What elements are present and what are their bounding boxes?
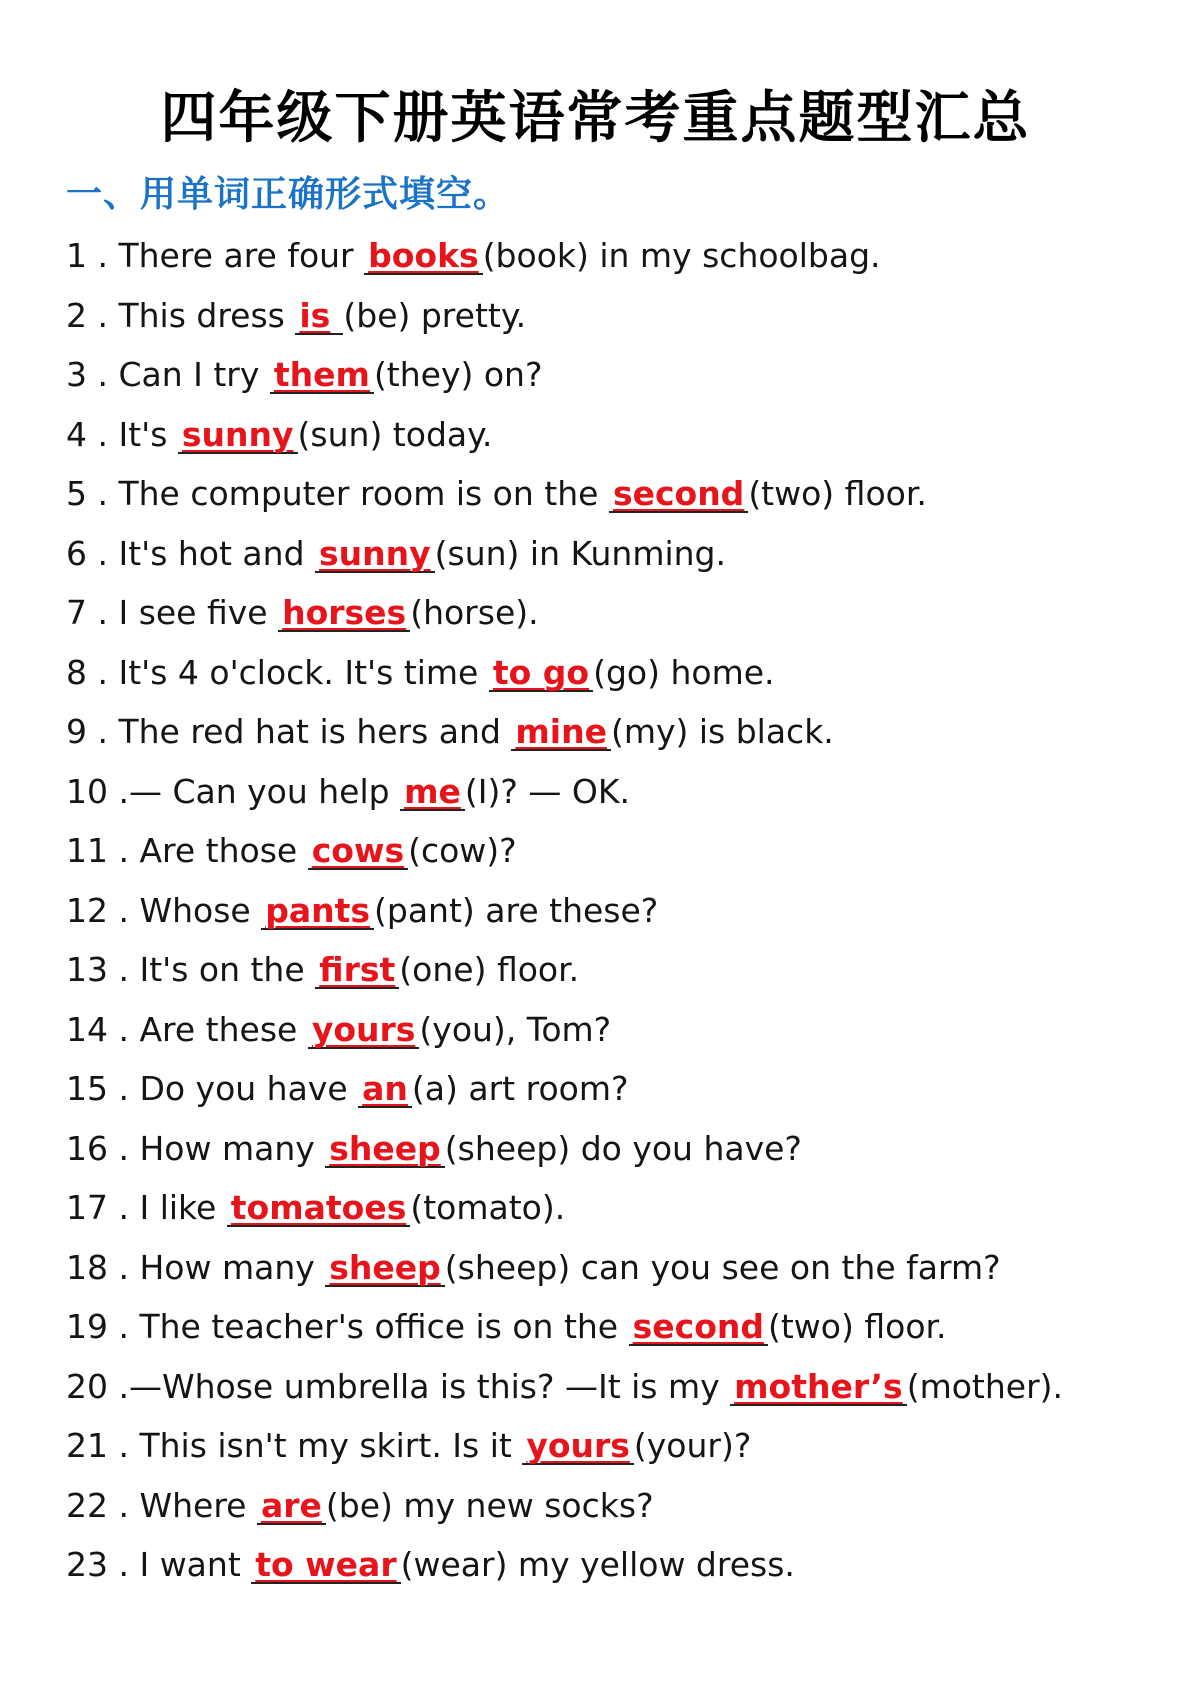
answer-text: is — [299, 295, 331, 335]
item-number: 23 . — [66, 1545, 140, 1584]
exercise-item — [66, 236, 1166, 296]
item-text-after: (cow)? — [408, 831, 517, 870]
item-text-after: (sheep) can you see on the farm? — [444, 1247, 1001, 1287]
item-number: 12 . — [66, 890, 140, 930]
answer-blank — [364, 236, 483, 275]
item-number: 17 . — [66, 1188, 140, 1227]
answer-text: are — [260, 1485, 322, 1525]
exercise-item — [66, 534, 1166, 594]
item-text-after: (sun) today. — [297, 414, 493, 454]
item-text-before: How many — [139, 1247, 326, 1287]
item-text-after: (sheep) do you have? — [444, 1128, 802, 1168]
exercise-item — [66, 415, 1166, 475]
answer-text: second — [632, 1307, 764, 1346]
item-number: 16 . — [66, 1128, 140, 1168]
exercise-item — [66, 653, 1166, 713]
item-text-before: How many — [139, 1128, 326, 1168]
item-text-after: (wear) my yellow dress. — [400, 1545, 795, 1584]
item-text-before: This dress — [118, 295, 296, 335]
exercise-item — [66, 712, 1166, 772]
answer-text: tomatoes — [230, 1188, 407, 1227]
answer-text: to go — [492, 652, 590, 692]
section-heading: 一、用单词正确形式填空。 — [66, 174, 511, 215]
answer-blank — [609, 474, 748, 513]
answer-blank — [178, 414, 298, 454]
answer-blank — [325, 1128, 445, 1168]
answer-blank — [511, 712, 611, 751]
exercise-item — [66, 1367, 1166, 1427]
answer-blank — [400, 771, 465, 811]
item-text-after: (my) is black. — [610, 712, 834, 751]
exercise-item — [66, 1486, 1166, 1546]
exercise-item — [66, 831, 1166, 891]
item-number: 3 . — [66, 355, 119, 394]
answer-text: to wear — [255, 1545, 397, 1584]
item-text-after: (you), Tom? — [419, 1009, 612, 1049]
answer-text: sunny — [181, 414, 294, 454]
answer-blank — [522, 1426, 634, 1465]
exercise-item — [66, 1307, 1166, 1367]
answer-blank — [325, 1247, 445, 1287]
item-number: 11 . — [66, 831, 140, 870]
item-number: 5 . — [66, 474, 119, 513]
item-text-before: —Whose umbrella is this? —It is my — [128, 1366, 731, 1406]
answer-blank — [308, 831, 408, 870]
item-text-before: Where — [139, 1485, 257, 1525]
answer-text: horses — [282, 593, 407, 632]
answer-text: sheep — [329, 1247, 441, 1287]
exercise-list — [66, 236, 1166, 1605]
item-text-after: (be) my new socks? — [325, 1485, 654, 1525]
answer-blank — [295, 295, 343, 335]
exercise-item — [66, 355, 1166, 415]
answer-blank — [315, 533, 435, 573]
item-text-before: There are four — [118, 236, 365, 275]
answer-text: sheep — [329, 1128, 441, 1168]
item-text-before: I want — [139, 1545, 252, 1584]
item-text-before: It's hot and — [118, 533, 316, 573]
item-text-after: (mother). — [906, 1366, 1064, 1406]
item-text-after: (pant) are these? — [374, 890, 659, 930]
exercise-item — [66, 296, 1166, 356]
item-number: 21 . — [66, 1426, 140, 1465]
item-text-before: Do you have — [139, 1069, 359, 1108]
item-text-after: (go) home. — [593, 652, 775, 692]
answer-blank — [278, 593, 410, 632]
item-number: 1 . — [66, 236, 119, 275]
answer-text: sunny — [319, 533, 431, 573]
answer-text: books — [368, 236, 479, 275]
exercise-item — [66, 474, 1166, 534]
answer-text: pants — [265, 890, 371, 930]
item-text-before: Can I try — [118, 355, 270, 394]
answer-blank — [257, 1485, 326, 1525]
item-text-after: (I)? — OK. — [464, 771, 630, 811]
answer-blank — [358, 1069, 412, 1108]
answer-text: cows — [311, 831, 405, 870]
item-text-after: (two) floor. — [767, 1307, 947, 1346]
answer-blank — [227, 1188, 411, 1227]
item-text-after: (a) art room? — [411, 1069, 629, 1108]
exercise-item — [66, 1010, 1166, 1070]
exercise-item — [66, 593, 1166, 653]
item-text-after: (one) floor. — [399, 950, 580, 989]
answer-text: me — [404, 771, 461, 811]
exercise-item — [66, 772, 1166, 832]
answer-blank — [270, 355, 374, 394]
item-number: 2 . — [66, 295, 119, 335]
exercise-item — [66, 950, 1166, 1010]
page-title: 四年级下册英语常考重点题型汇总 — [160, 86, 1031, 151]
answer-blank — [730, 1366, 907, 1406]
answer-text: yours — [311, 1009, 416, 1049]
answer-blank — [308, 1009, 420, 1049]
exercise-item — [66, 1545, 1166, 1605]
item-text-after: (sun) in Kunming. — [434, 533, 726, 573]
answer-blank — [489, 652, 593, 692]
answer-text: second — [612, 474, 745, 513]
answer-blank — [315, 950, 399, 989]
answer-text: them — [273, 355, 370, 394]
item-text-before: Are these — [139, 1009, 308, 1049]
answer-blank — [629, 1307, 768, 1346]
item-text-before: It's on the — [139, 950, 316, 989]
item-text-before: Are those — [139, 831, 308, 870]
item-number: 4 . — [66, 414, 119, 454]
answer-blank — [261, 890, 374, 930]
item-text-before: Whose — [139, 890, 262, 930]
item-text-after: (be) pretty. — [343, 295, 527, 335]
item-text-before: It's — [118, 414, 178, 454]
answer-blank — [251, 1545, 400, 1584]
item-number: 7 . — [66, 593, 119, 632]
item-text-after: (they) on? — [373, 355, 543, 394]
answer-text: an — [362, 1069, 408, 1108]
item-number: 20 . — [66, 1366, 129, 1406]
exercise-item — [66, 1069, 1166, 1129]
item-text-before: The teacher's office is on the — [139, 1307, 629, 1346]
item-number: 6 . — [66, 533, 119, 573]
item-number: 22 . — [66, 1485, 140, 1525]
item-number: 8 . — [66, 652, 119, 692]
item-number: 13 . — [66, 950, 140, 989]
item-text-before: — Can you help — [128, 771, 401, 811]
exercise-item — [66, 891, 1166, 951]
item-text-before: I see five — [118, 593, 279, 632]
item-number: 19 . — [66, 1307, 140, 1346]
item-number: 14 . — [66, 1009, 140, 1049]
exercise-item — [66, 1426, 1166, 1486]
exercise-item — [66, 1129, 1166, 1189]
item-number: 10 . — [66, 771, 129, 811]
answer-text: mother’s — [734, 1366, 903, 1406]
item-text-after: (horse). — [410, 593, 539, 632]
item-text-after: (two) floor. — [748, 474, 927, 513]
item-text-before: I like — [139, 1188, 227, 1227]
answer-text: mine — [515, 712, 607, 751]
item-text-after: (book) in my schoolbag. — [482, 236, 881, 275]
item-text-before: The computer room is on the — [118, 474, 609, 513]
item-number: 18 . — [66, 1247, 140, 1287]
item-text-after: (your)? — [633, 1426, 752, 1465]
exercise-item — [66, 1248, 1166, 1308]
item-text-before: It's 4 o'clock. It's time — [118, 652, 489, 692]
item-text-after: (tomato). — [410, 1188, 566, 1227]
item-text-before: This isn't my skirt. Is it — [139, 1426, 523, 1465]
answer-text: first — [319, 950, 396, 989]
item-text-before: The red hat is hers and — [118, 712, 512, 751]
exercise-item — [66, 1188, 1166, 1248]
item-number: 9 . — [66, 712, 119, 751]
answer-text: yours — [526, 1426, 630, 1465]
item-number: 15 . — [66, 1069, 140, 1108]
